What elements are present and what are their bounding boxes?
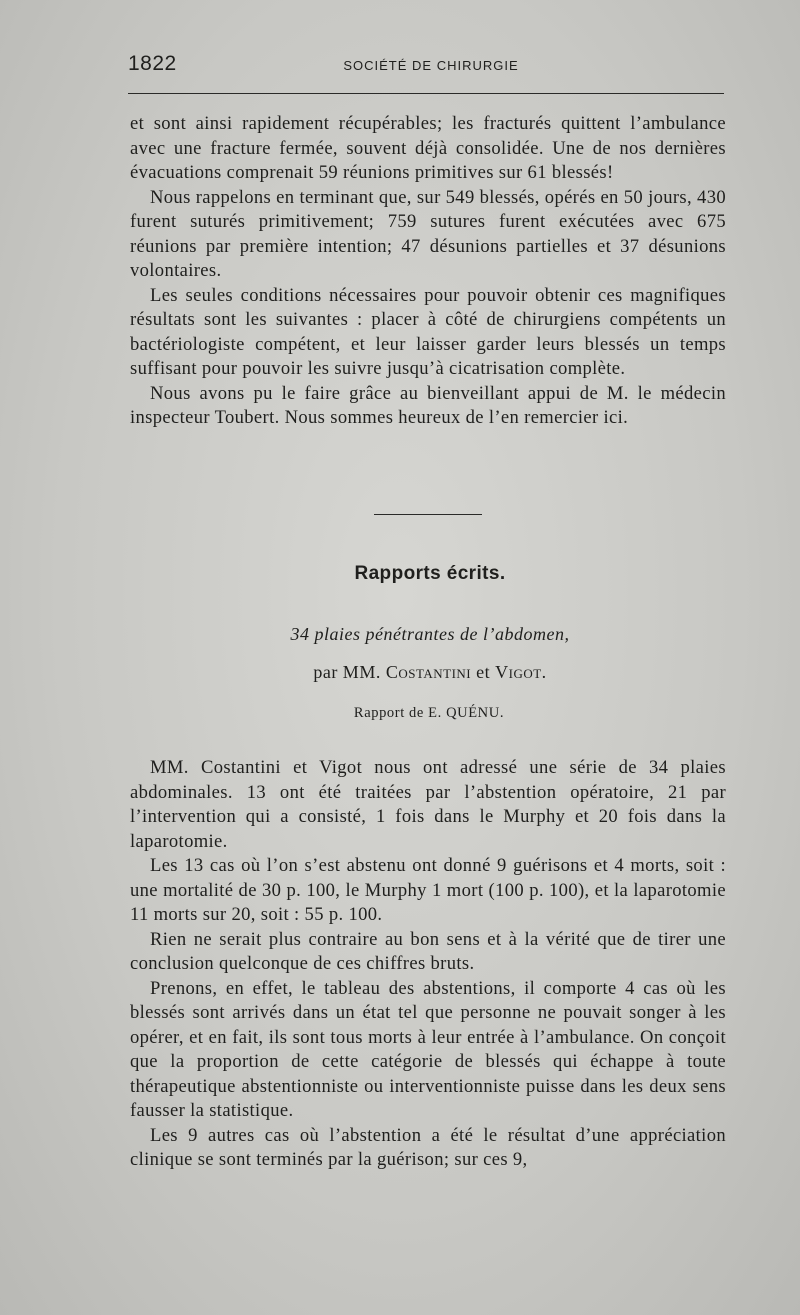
- section-title: Rapports écrits.: [354, 563, 506, 584]
- paragraph: Nous avons pu le faire grâce au bienveillant appui de M. le médecin inspecteur Toubert. Nous sommes heureux de l’en remercier ici.: [130, 382, 726, 428]
- paragraph: Les 9 autres cas où l’abstention a été le résultat d’une appréciation clinique se sont terminés par la guérison; sur ces 9,: [130, 1124, 726, 1170]
- paragraph: Les 13 cas où l’on s’est abstenu ont donné 9 guérisons et 4 morts, soit : une mortalité de 30 p. 100, le Murphy 1 mort (100 p. 100), et la laparotomie 11 morts sur 20, soit : 55 p. 100.: [130, 855, 726, 925]
- running-title: SOCIÉTÉ DE CHIRURGIE: [343, 58, 519, 73]
- rapporteur-line: Rapport de E. QUÉNU.: [353, 705, 505, 721]
- authors-line: [0, 662, 800, 683]
- authors-prefix: par MM.: [313, 662, 386, 682]
- article-title: 34 plaies pénétrantes de l’abdomen,: [290, 624, 570, 644]
- intro-text: [130, 112, 726, 431]
- paragraph: Nous rappelons en terminant que, sur 549 blessés, opérés en 50 jours, 430 furent suturés primitivement; 759 sutures furent exécutées avec 675 réunions par première intention; 47 désunions partielles et 37 désunions volontaires.: [130, 186, 726, 281]
- page-header: [128, 52, 724, 82]
- report-text: [130, 756, 726, 1173]
- paragraph: Les seules conditions nécessaires pour pouvoir obtenir ces magnifiques résultats sont les suivantes : placer à côté de chirurgiens compétents un bactériologiste compétent, et leur laisser garder leurs blessés un temps suffisant pour pouvoir les suivre jusqu’à cicatrisation complète.: [130, 284, 726, 379]
- author-name: Costantini: [385, 662, 472, 682]
- paragraph: et sont ainsi rapidement récupérables; les fracturés quittent l’ambulance avec une fracture fermée, souvent déjà consolidée. Une de nos dernières évacuations comprenait 59 réunions primitives sur 61 blessés!: [130, 113, 726, 183]
- paragraph: MM. Costantini et Vigot nous ont adressé une série de 34 plaies abdominales. 13 ont été traitées par l’abstention opératoire, 21 par l’intervention qui a consisté, 1 fois dans le Murphy et 20 fois dans la laparotomie.: [130, 757, 726, 852]
- section-divider: [374, 514, 482, 515]
- authors-suffix: .: [541, 662, 547, 682]
- author-name: Vigot: [495, 662, 542, 682]
- authors-joiner: et: [471, 662, 496, 682]
- page-number: 1822: [128, 52, 177, 75]
- paragraph: Rien ne serait plus contraire au bon sens et à la vérité que de tirer une conclusion quelconque de ces chiffres bruts.: [130, 928, 726, 974]
- header-rule: [128, 93, 724, 94]
- paragraph: Prenons, en effet, le tableau des abstentions, il comporte 4 cas où les blessés sont arrivés dans un état tel que personne ne pouvait songer à les opérer, et en fait, ils sont tous morts à leur entrée à l’ambulance. On conçoit que la proportion de cette catégorie de blessés qui échappe à toute thérapeutique abstentionniste ou interventionniste puisse dans les deux sens fausser la statistique.: [130, 977, 726, 1121]
